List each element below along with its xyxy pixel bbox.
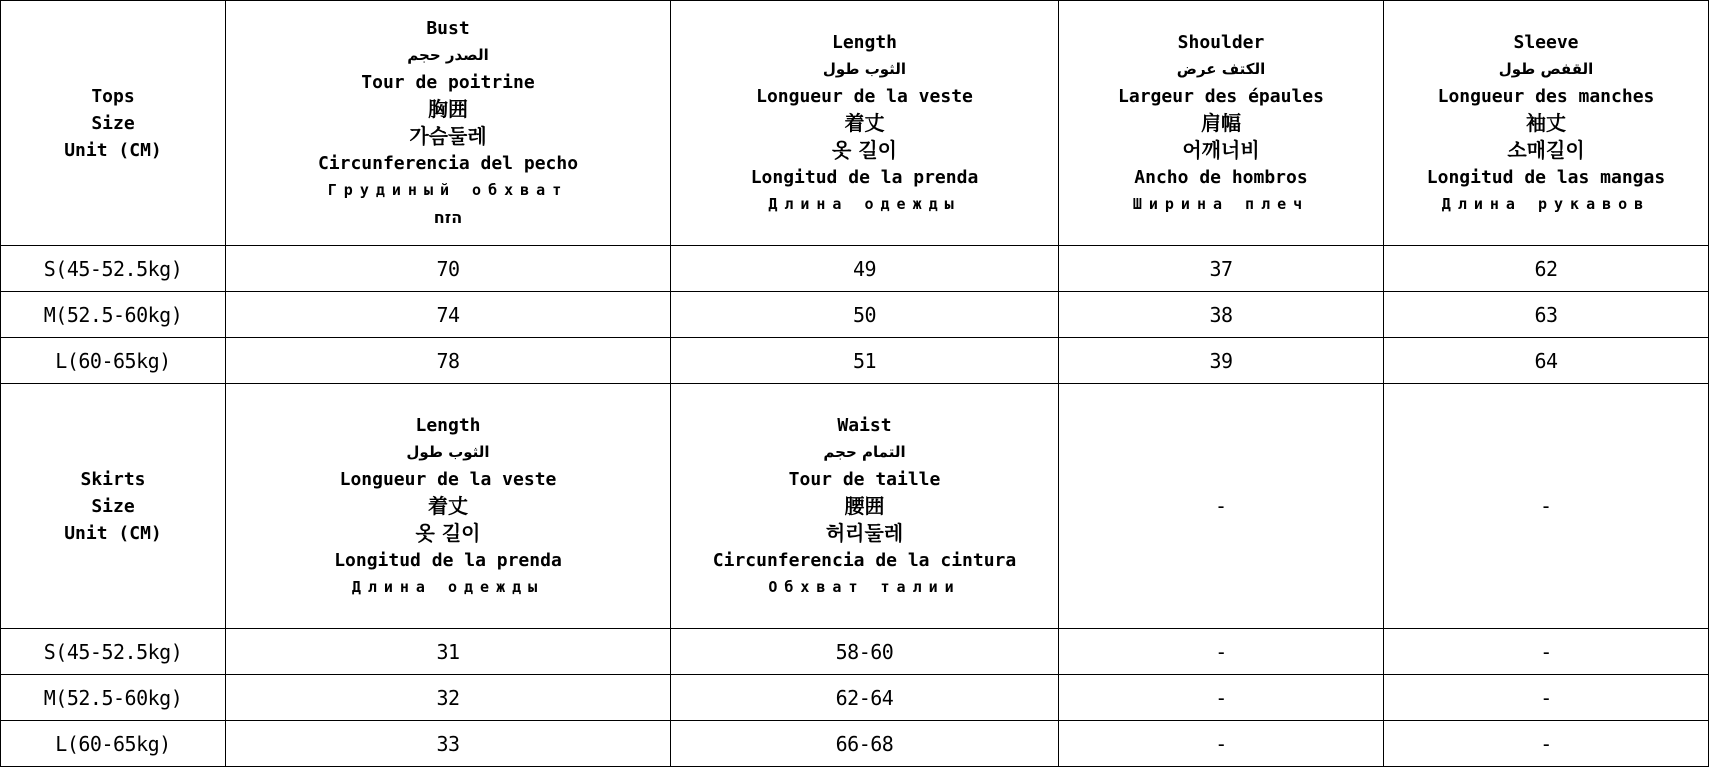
- measurement-cell: 32: [226, 675, 671, 721]
- header-label-ru: Длина одежды: [768, 194, 961, 213]
- table-row: [1, 629, 1709, 675]
- measurement-cell: -: [1384, 675, 1709, 721]
- size-cell: M(52.5-60kg): [1, 292, 226, 338]
- header-label-es: Longitud de la prenda: [750, 166, 979, 188]
- measurement-cell: 63: [1384, 292, 1709, 338]
- header-label-ru: Длина рукавов: [1441, 194, 1651, 213]
- tops-header-row: [1, 1, 1709, 246]
- table-row: [1, 246, 1709, 292]
- table-row: [1, 292, 1709, 338]
- header-label-ko: 어깨너비: [1182, 137, 1260, 162]
- measurement-cell: 62-64: [671, 675, 1059, 721]
- measurement-cell: 66-68: [671, 721, 1059, 767]
- skirts-category-line: Size: [91, 495, 135, 517]
- tops-header-bust: [226, 1, 671, 246]
- header-label-fr: Longueur des manches: [1437, 85, 1655, 107]
- measurement-cell: 62: [1384, 246, 1709, 292]
- header-label-en: Bust: [426, 18, 470, 39]
- header-label-es: Longitud de la prenda: [334, 549, 562, 571]
- header-label-ja: 胸囲: [428, 97, 468, 121]
- measurement-cell: -: [1059, 675, 1384, 721]
- header-label-es: Ancho de hombros: [1134, 166, 1308, 188]
- tops-category-line: Size: [91, 112, 135, 134]
- measurement-cell: 74: [226, 292, 671, 338]
- header-label-es: Longitud de las mangas: [1426, 166, 1666, 188]
- header-label-es: Circunferencia del pecho: [317, 153, 579, 174]
- measurement-cell: 78: [226, 338, 671, 384]
- size-cell: S(45-52.5kg): [1, 629, 226, 675]
- measurement-cell: -: [1384, 629, 1709, 675]
- skirts-header-length: [226, 384, 671, 629]
- skirts-category-line: Unit (CM): [64, 522, 162, 544]
- size-cell: M(52.5-60kg): [1, 675, 226, 721]
- header-label-en: Shoulder: [1177, 31, 1265, 53]
- header-label-ko: 허리둘레: [825, 520, 904, 545]
- skirts-header-row: [1, 384, 1709, 629]
- measurement-cell: -: [1059, 721, 1384, 767]
- header-label-dash: -: [1539, 493, 1553, 518]
- header-label-ar: القفص طول: [1498, 59, 1594, 78]
- header-label-ru: Грудиный обхват: [327, 181, 569, 199]
- tops-header-sleeve: [1384, 1, 1709, 246]
- measurement-cell: 70: [226, 246, 671, 292]
- header-label-ar: التمام حجم: [823, 442, 906, 461]
- skirts-category-line: Skirts: [80, 468, 146, 490]
- tops-category-line: Unit (CM): [64, 139, 162, 161]
- skirts-header-waist: [671, 384, 1059, 629]
- header-label-ar: الكتف عرض: [1176, 59, 1266, 78]
- header-label-ja: 袖丈: [1526, 110, 1566, 135]
- tops-category-line: Tops: [91, 85, 135, 107]
- header-label-ja: 腰囲: [844, 493, 885, 518]
- tops-header-shoulder: [1059, 1, 1384, 246]
- header-label-ja: 着丈: [428, 493, 468, 518]
- measurement-cell: 58-60: [671, 629, 1059, 675]
- header-label-ko: 옷 길이: [832, 137, 897, 162]
- table-row: [1, 338, 1709, 384]
- measurement-cell: 49: [671, 246, 1059, 292]
- size-cell: L(60-65kg): [1, 721, 226, 767]
- measurement-cell: 38: [1059, 292, 1384, 338]
- header-label-fr: Tour de poitrine: [361, 72, 535, 93]
- measurement-cell: -: [1059, 629, 1384, 675]
- table-row: [1, 721, 1709, 767]
- header-label-dash: -: [1214, 493, 1228, 518]
- measurement-cell: 50: [671, 292, 1059, 338]
- header-label-en: Sleeve: [1513, 31, 1579, 53]
- header-label-ja: 着丈: [844, 110, 885, 135]
- header-label-ru: Обхват талии: [768, 577, 961, 596]
- table-row: [1, 675, 1709, 721]
- header-label-fr: Largeur des épaules: [1118, 85, 1324, 107]
- skirts-category-cell: [1, 384, 226, 629]
- header-label-fr: Longueur de la veste: [756, 85, 973, 107]
- measurement-cell: -: [1384, 721, 1709, 767]
- header-label-ko: 가슴둘레: [409, 124, 487, 148]
- header-label-en: Length: [831, 31, 898, 53]
- header-label-ru: Длина одежды: [351, 577, 545, 596]
- measurement-cell: 33: [226, 721, 671, 767]
- tops-header-length: [671, 1, 1059, 246]
- header-label-fr: Longueur de la veste: [339, 468, 557, 490]
- header-label-ar: الثوب طول: [406, 442, 490, 461]
- tops-category-cell: [1, 1, 226, 246]
- header-label-ar: الصدر حجم: [407, 46, 489, 64]
- header-label-fr: Tour de taille: [788, 468, 941, 490]
- header-label-ja: 肩幅: [1201, 110, 1241, 135]
- skirts-header-empty-1: [1059, 384, 1384, 629]
- header-label-ko: 소매길이: [1507, 137, 1585, 162]
- measurement-cell: 37: [1059, 246, 1384, 292]
- size-cell: L(60-65kg): [1, 338, 226, 384]
- header-label-he: הזח: [433, 208, 463, 227]
- measurement-cell: 51: [671, 338, 1059, 384]
- skirts-header-empty-2: [1384, 384, 1709, 629]
- size-cell: S(45-52.5kg): [1, 246, 226, 292]
- header-label-ko: 옷 길이: [415, 520, 481, 545]
- header-label-ar: الثوب طول: [822, 59, 907, 78]
- measurement-cell: 39: [1059, 338, 1384, 384]
- header-label-es: Circunferencia de la cintura: [712, 549, 1017, 571]
- measurement-cell: 31: [226, 629, 671, 675]
- header-label-ru: Ширина плеч: [1132, 194, 1310, 213]
- header-label-en: Length: [415, 414, 481, 436]
- header-label-en: Waist: [837, 414, 892, 436]
- measurement-cell: 64: [1384, 338, 1709, 384]
- size-chart-body: [1, 1, 1709, 767]
